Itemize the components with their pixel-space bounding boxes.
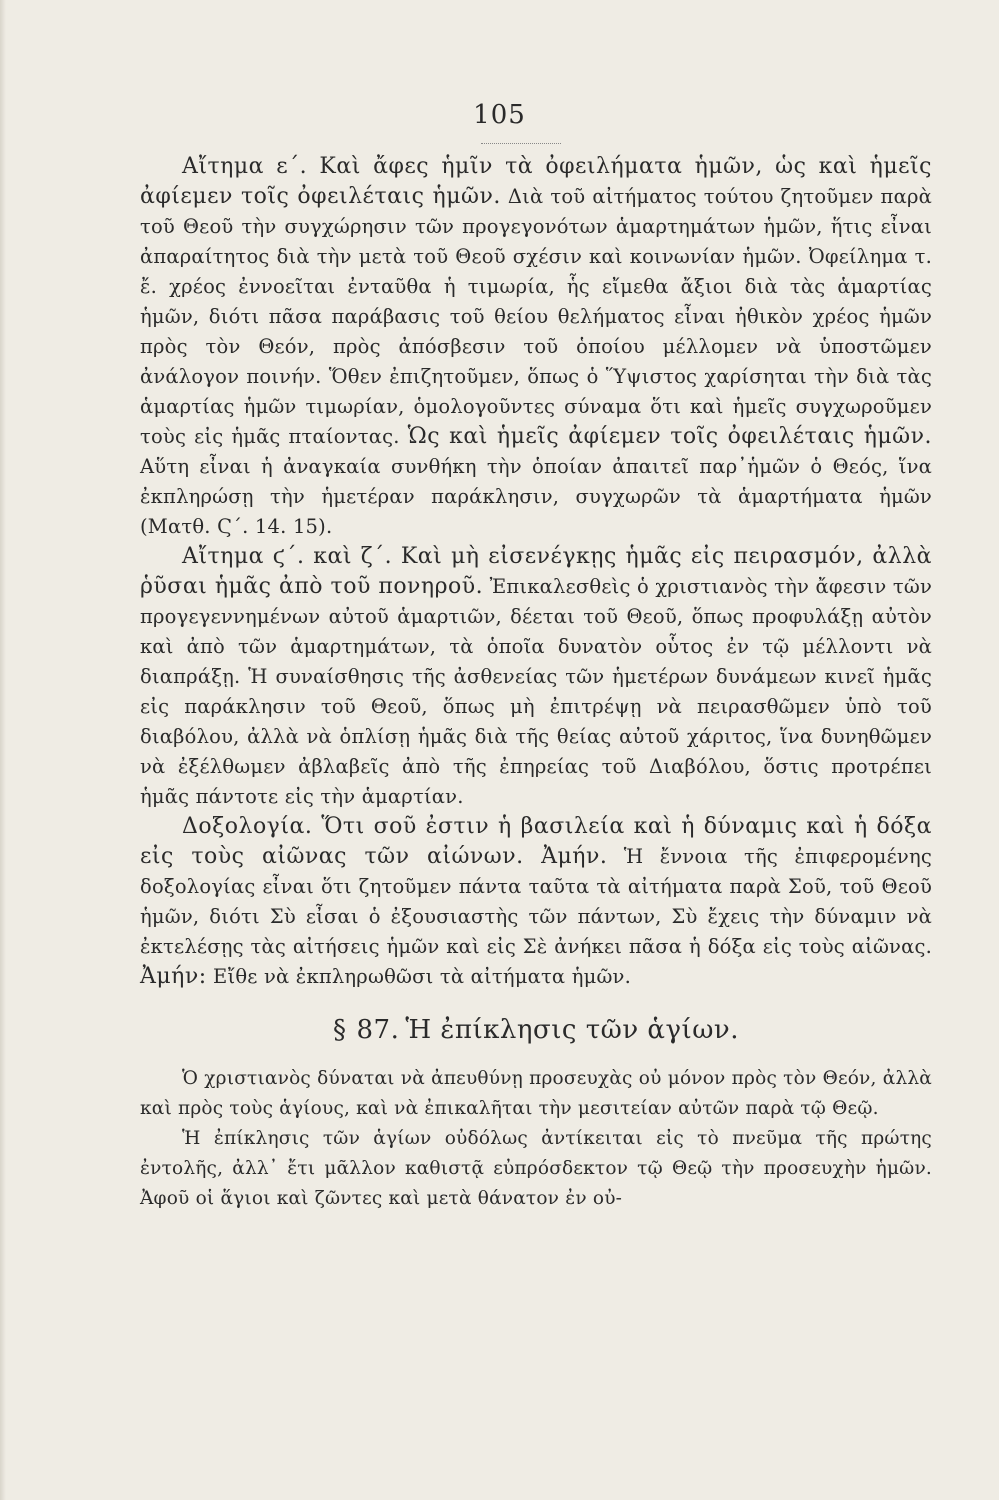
paragraph-lead-inline: Ὡς καὶ ἡμεῖς ἀφίεμεν τοῖς ὀφειλέταις ἡμῶν. bbox=[407, 424, 932, 449]
text-body bbox=[140, 152, 932, 1214]
page-number-rule bbox=[481, 143, 561, 144]
paragraph-body: Ἐπικαλεσθεὶς ὁ χριστιανὸς τὴν ἄφεσιν τῶν προγεγεννημένων αὐτοῦ ἁμαρτιῶν, δέεται τοῦ Θεοῦ, ὅπως προφυλάξῃ αὐτὸν καὶ ἀπὸ τῶν ἁμαρτημάτων, τὰ ὁποῖα δυνατὸν οὗτος ἐν τῷ μέλλοντι νὰ διαπράξῃ. Ἡ συναίσθησις τῆς ἀσθενείας τῶν ἡμετέρων δυνάμεων κινεῖ ἡμᾶς εἰς παράκλησιν τοῦ Θεοῦ, ὅπως μὴ ἐπιτρέψῃ νὰ πειρασθῶμεν ὑπὸ τοῦ διαβόλου, ἀλλὰ νὰ ὁπλίσῃ ἡμᾶς διὰ τῆς θείας αὐτοῦ χάριτος, ἵνα δυνηθῶμεν νὰ ἐξέλθωμεν ἀβλαβεῖς ἀπὸ τῆς ἐπηρείας τοῦ Διαβόλου, ὅστις προτρέπει ἡμᾶς πάντοτε εἰς τὴν ἁμαρτίαν. bbox=[140, 575, 932, 808]
paragraph-lead-inline: Ἀμήν: bbox=[140, 964, 207, 989]
section-paragraph: Ἡ ἐπίκλησις τῶν ἁγίων οὐδόλως ἀντίκειται εἰς τὸ πνεῦμα τῆς πρώτης ἐντολῆς, ἀλλ᾽ ἔτι μᾶλλον καθιστᾷ εὐπρόσδεκτον τῷ Θεῷ τὴν προσευχὴν ἡμῶν. Ἀφοῦ οἱ ἅγιοι καὶ ζῶντες καὶ μετὰ θάνατον ἐν οὐ- bbox=[140, 1128, 932, 1209]
paragraph-lead: Δοξολογία. Ὅτι σοῦ ἐστιν ἡ βασιλεία καὶ ἡ δύναμις καὶ ἡ δόξα εἰς τοὺς αἰῶνας τῶν αἰώνων. Ἀμήν. bbox=[140, 814, 932, 869]
paragraph-doxology bbox=[140, 812, 932, 992]
paragraph-petition-6-7 bbox=[140, 542, 932, 812]
paragraph-body: Διὰ τοῦ αἰτήματος τούτου ζητοῦμεν παρὰ τοῦ Θεοῦ τὴν συγχώρησιν τῶν προγεγονότων ἁμαρτημάτων ἡμῶν, ἥτις εἶναι ἀπαραίτητος διὰ τὴν μετὰ τοῦ Θεοῦ σχέσιν καὶ κοινωνίαν ἡμῶν. Ὀφείλημα τ. ἔ. χρέος ἐννοεῖται ἐνταῦθα ἡ τιμωρία, ἧς εἴμεθα ἄξιοι διὰ τὰς ἁμαρτίας ἡμῶν, διότι πᾶσα παράβασις τοῦ θείου θελήματος εἶναι ἠθικὸν χρέος ἡμῶν πρὸς τὸν Θεόν, πρὸς ἀπόσβεσιν τοῦ ὁποίου μέλλομεν νὰ ὑποστῶμεν ἀνάλογον ποινήν. Ὅθεν ἐπιζητοῦμεν, ὅπως ὁ Ὕψιστος χαρίσηται τὴν διὰ τὰς ἁμαρτίας ἡμῶν τιμωρίαν, ὁμολογοῦντες σύναμα ὅτι καὶ ἡμεῖς συγχωροῦμεν τοὺς εἰς ἡμᾶς πταίοντας. bbox=[140, 185, 932, 448]
section-title: Ἡ ἐπίκλησις τῶν ἁγίων. bbox=[405, 1015, 739, 1045]
section-heading bbox=[140, 1010, 932, 1050]
page-edge-shadow bbox=[0, 0, 6, 1500]
section-mark: § bbox=[333, 1015, 347, 1045]
page-number: 105 bbox=[473, 100, 526, 130]
paragraph-body-continued: Αὕτη εἶναι ἡ ἀναγκαία συνθήκη τὴν ὁποίαν ἀπαιτεῖ παρ᾽ἡμῶν ὁ Θεός, ἵνα ἐκπληρώσῃ τὴν ἡμετέραν παράκλησιν, συγχωρῶν τὰ ἁμαρτήματα ἡμῶν (Ματθ. Ϛ΄. 14. 15). bbox=[140, 455, 932, 538]
paragraph-lead: Αἴτημα ϛ΄. καὶ ζ΄. Καὶ μὴ εἰσενέγκῃς ἡμᾶς εἰς πειρασμόν, ἀλλὰ ῥῦσαι ἡμᾶς ἀπὸ τοῦ πονηροῦ. bbox=[140, 544, 932, 599]
paragraph-body-continued: Εἴθε νὰ ἐκπληρωθῶσι τὰ αἰτήματα ἡμῶν. bbox=[206, 965, 632, 988]
paragraph-lead: Αἴτημα ε΄. Καὶ ἄφες ἡμῖν τὰ ὀφειλήματα ἡμῶν, ὡς καὶ ἡμεῖς ἀφίεμεν τοῖς ὀφειλέταις ἡμῶν. bbox=[140, 154, 932, 209]
section-paragraph: Ὁ χριστιανὸς δύναται νὰ ἀπευθύνῃ προσευχὰς οὐ μόνον πρὸς τὸν Θεόν, ἀλλὰ καὶ πρὸς τοὺς ἁγίους, καὶ νὰ ἐπικαλῆται τὴν μεσιτείαν αὐτῶν παρὰ τῷ Θεῷ. bbox=[140, 1068, 932, 1119]
paragraph-petition-5 bbox=[140, 152, 932, 542]
paragraph-body: Ἡ ἔννοια τῆς ἐπιφερομένης δοξολογίας εἶναι ὅτι ζητοῦμεν πάντα ταῦτα τὰ αἰτήματα παρὰ Σοῦ, τοῦ Θεοῦ ἡμῶν, διότι Σὺ εἶσαι ὁ ἐξουσιαστὴς τῶν πάντων, Σὺ ἔχεις τὴν δύναμιν νὰ ἐκτελέσῃς τὰς αἰτήσεις ἡμῶν καὶ εἰς Σὲ ἀνήκει πᾶσα ἡ δόξα εἰς τοὺς αἰῶνας. bbox=[140, 845, 932, 958]
section-number: 87. bbox=[356, 1015, 400, 1045]
